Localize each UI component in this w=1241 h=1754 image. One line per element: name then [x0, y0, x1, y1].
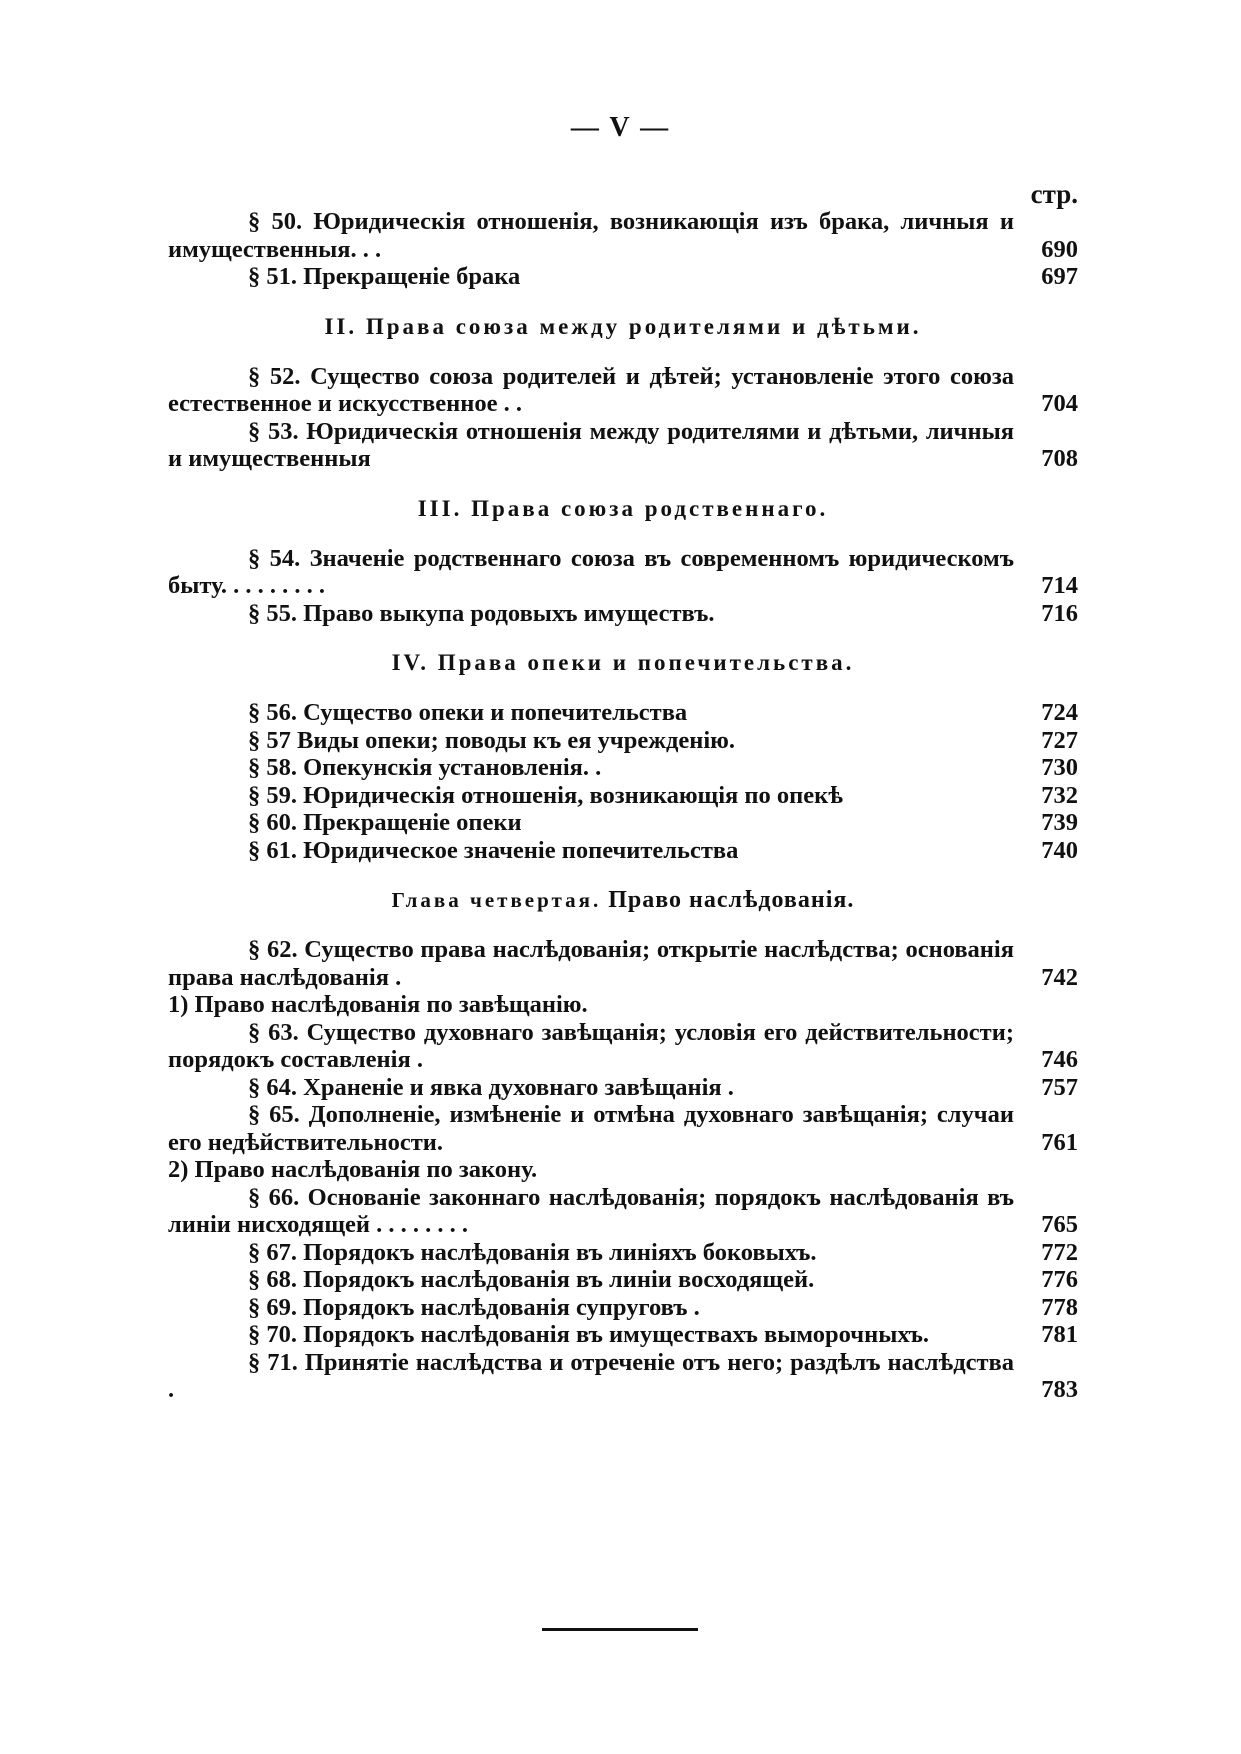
- toc-entry-page: 742: [1041, 963, 1078, 991]
- toc-entry-text: § 66. Основаніе законнаго наслѣдованія; порядокъ наслѣдованія въ линіи нисходящей . . . . . . . .: [168, 1183, 1014, 1238]
- toc-entry-page: 704: [1041, 390, 1078, 417]
- toc-entry-text: § 71. Принятіе наслѣдства и отреченіе отъ него; раздѣлъ наслѣдства .: [168, 1348, 1014, 1403]
- toc-entry-text: § 59. Юридическія отношенія, возникающія по опекѣ: [248, 781, 843, 809]
- toc-entry-page: 724: [1041, 699, 1078, 726]
- page-header: — V —: [570, 112, 671, 143]
- toc-entry-text: § 61. Юридическое значеніе попечительства: [248, 836, 739, 864]
- toc-entry: [168, 1321, 1078, 1349]
- toc-entry-page: 776: [1041, 1266, 1078, 1293]
- section-title: III. Права союза родственнаго.: [417, 495, 829, 521]
- toc-entry-text: § 70. Порядокъ наслѣдованія въ имуществахъ выморочныхъ.: [248, 1321, 930, 1348]
- toc-entry-text: § 58. Опекунскія установленія. .: [248, 754, 602, 781]
- toc-entry: [168, 754, 1078, 782]
- toc-entry: [168, 1349, 1078, 1404]
- toc-entry-page: 778: [1041, 1293, 1078, 1321]
- toc-entry-text: § 68. Порядокъ наслѣдованія въ линіи восходящей.: [248, 1266, 815, 1293]
- toc-entry-text: § 57 Виды опеки; поводы къ ея учрежденію.: [248, 726, 736, 754]
- toc-entry-page: 783: [1041, 1376, 1078, 1403]
- toc-entry-text: § 63. Существо духовнаго завѣщанія; условія его действительности; порядокъ составленія .: [168, 1018, 1014, 1073]
- subsection-heading: 1) Право наслѣдованія по завѣщанію.: [168, 991, 588, 1018]
- toc-entry-page: 690: [1041, 235, 1078, 263]
- toc-entry-page: 697: [1041, 263, 1078, 290]
- subsection-heading: 2) Право наслѣдованія по закону.: [168, 1156, 538, 1183]
- toc-entry-text: § 52. Существо союза родителей и дѣтей; установленіе этого союза естественное и искусственное . .: [168, 362, 1014, 417]
- chapter-title-rest: Право наслѣдованія.: [608, 887, 855, 913]
- toc-entry: [168, 936, 1078, 991]
- toc-entry-page: 714: [1041, 572, 1078, 599]
- toc-entry-page: 716: [1041, 599, 1078, 627]
- toc-entry: [168, 1074, 1078, 1102]
- section-title: IV. Права опеки и попечительства.: [391, 650, 855, 675]
- toc-entry: [168, 1294, 1078, 1322]
- toc-entry: [168, 1239, 1078, 1267]
- toc-entry-page: 739: [1041, 809, 1078, 836]
- toc-entry-page: 740: [1041, 836, 1078, 864]
- footer-rule: [542, 1628, 698, 1631]
- section-title: II. Права союза между родителями и дѣтьми.: [324, 313, 922, 339]
- toc-entry-text: § 67. Порядокъ наслѣдованія въ линіяхъ боковыхъ.: [248, 1238, 817, 1266]
- toc-entry: [168, 263, 1078, 291]
- table-of-contents: [168, 180, 1078, 1404]
- toc-entry-text: § 62. Существо права наслѣдованія; открытіе наслѣдства; основанія права наслѣдованія .: [168, 936, 1014, 991]
- toc-entry-text: § 64. Храненіе и явка духовнаго завѣщанія .: [248, 1073, 734, 1101]
- toc-entry: [168, 1101, 1078, 1156]
- chapter-title: [168, 886, 1078, 914]
- chapter-title-lead: Глава четвертая.: [391, 888, 602, 912]
- toc-entry: [168, 1266, 1078, 1294]
- toc-entry: [168, 837, 1078, 865]
- toc-entry-text: § 69. Порядокъ наслѣдованія супруговъ .: [248, 1293, 700, 1321]
- toc-entry-text: § 56. Существо опеки и попечительства: [248, 699, 688, 726]
- toc-entry: [168, 809, 1078, 837]
- toc-entry-text: § 55. Право выкупа родовыхъ имуществъ.: [248, 599, 715, 627]
- toc-entry-text: § 50. Юридическія отношенія, возникающія изъ брака, личныя и имущественныя. . .: [168, 208, 1014, 263]
- page-column-header: стр.: [1030, 179, 1078, 209]
- toc-entry-text: § 51. Прекращеніе брака: [248, 263, 521, 290]
- toc-entry-page: 708: [1041, 445, 1078, 472]
- toc-entry: [168, 1019, 1078, 1074]
- toc-entry-text: § 54. Значеніе родственнаго союза въ современномъ юридическомъ быту. . . . . . . . .: [168, 544, 1014, 599]
- toc-entry-page: 761: [1041, 1128, 1078, 1156]
- toc-entry-page: 727: [1041, 726, 1078, 754]
- toc-entry-text: § 60. Прекращеніе опеки: [248, 809, 522, 836]
- toc-entry: [168, 545, 1078, 600]
- toc-entry-page: 772: [1041, 1238, 1078, 1266]
- toc-entry-page: 765: [1041, 1211, 1078, 1238]
- toc-entry-page: 781: [1041, 1321, 1078, 1348]
- toc-entry-page: 730: [1041, 754, 1078, 781]
- toc-entry-page: 757: [1041, 1073, 1078, 1101]
- toc-entry: [168, 418, 1078, 473]
- toc-entry: [168, 208, 1078, 263]
- toc-entry: [168, 699, 1078, 727]
- toc-entry-page: 732: [1041, 781, 1078, 809]
- toc-entry-page: 746: [1041, 1046, 1078, 1073]
- toc-entry-text: § 53. Юридическія отношенія между родителями и дѣтьми, личныя и имущественныя: [168, 417, 1014, 472]
- toc-entry: [168, 600, 1078, 628]
- toc-entry-text: § 65. Дополненіе, измѣненіе и отмѣна духовнаго завѣщанія; случаи его недѣйствительности.: [168, 1101, 1014, 1156]
- toc-entry: [168, 727, 1078, 755]
- toc-entry: [168, 363, 1078, 418]
- toc-entry: [168, 782, 1078, 810]
- toc-entry: [168, 1184, 1078, 1239]
